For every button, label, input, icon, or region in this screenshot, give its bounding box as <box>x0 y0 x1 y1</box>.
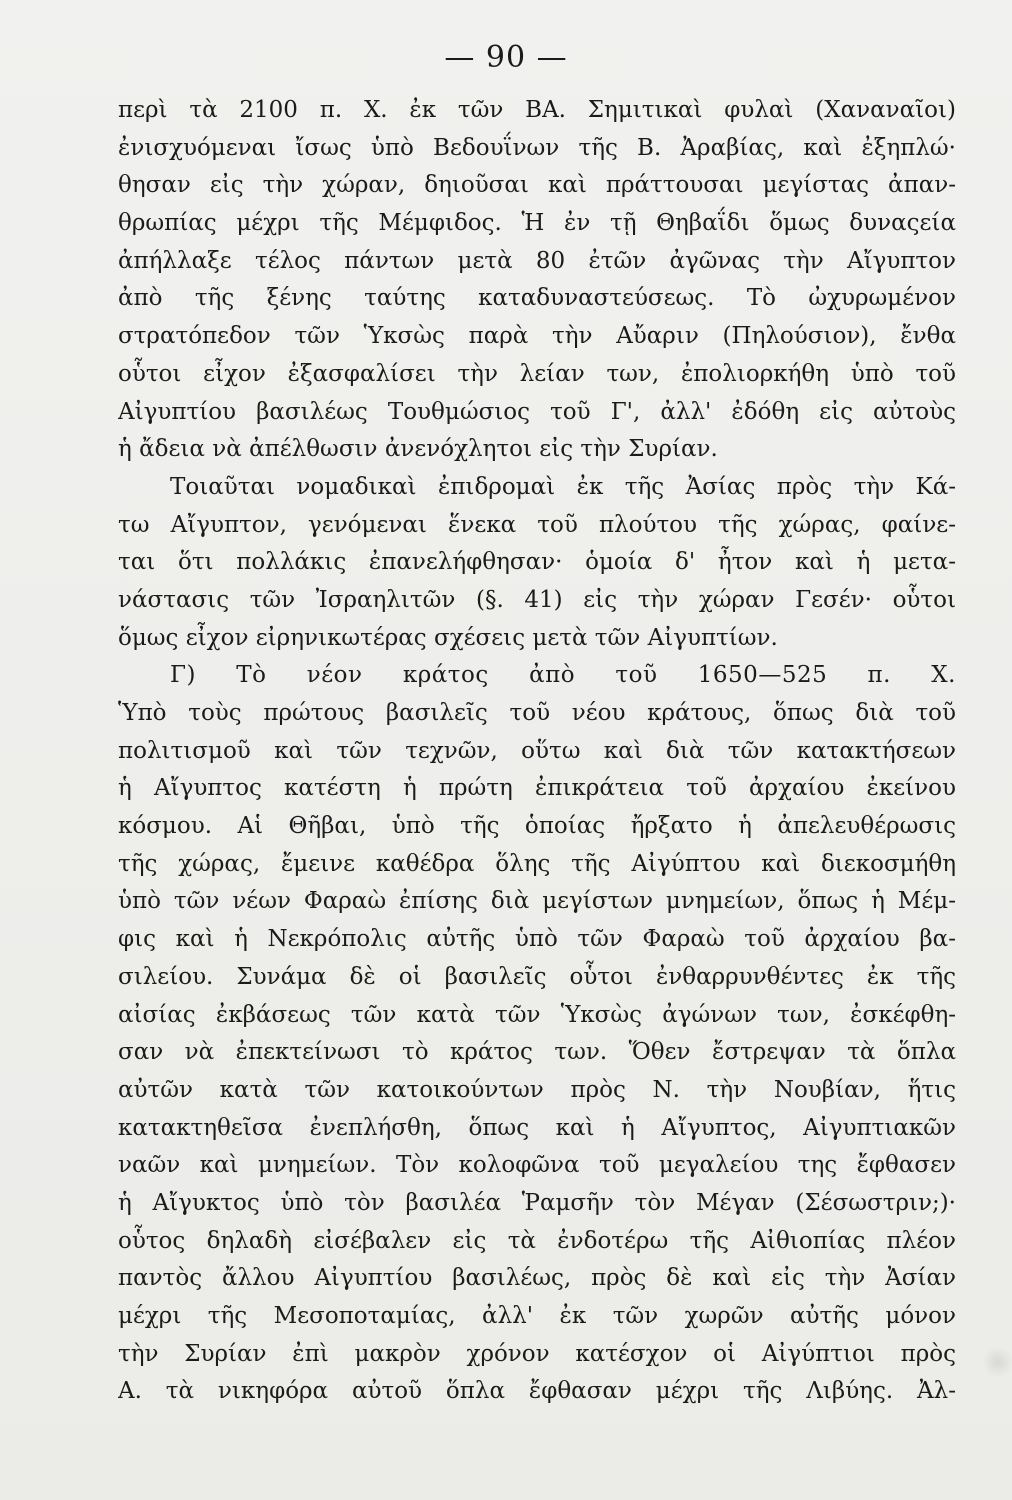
text-line: πολιτισμοῦ καὶ τῶν τεχνῶν, οὕτω καὶ διὰ τῶν κατακτήσεων <box>118 737 956 764</box>
text-line: στρατόπεδον τῶν Ὑκσὼς παρὰ τὴν Αὔαριν (Πηλούσιον), ἔνθα <box>118 323 956 350</box>
text-line: σαν νὰ ἐπεκτείνωσι τὸ κράτος των. Ὅθεν ἔστρεψαν τὰ ὅπλα <box>118 1039 956 1066</box>
text-line: θησαν εἰς τὴν χώραν, δηιοῦσαι καὶ πράττουσαι μεγίστας ἀπαν- <box>118 172 956 199</box>
paper-smudge <box>984 1345 1012 1379</box>
text-line: ἡ Αἴγυκτος ὑπὸ τὸν βασιλέα Ῥαμσῆν τὸν Μέγαν (Σέσωστριν;)· <box>118 1189 956 1216</box>
text-line: Αἰγυπτίου βασιλέως Τουθμώσιος τοῦ Γ', ἀλλ' ἐδόθη εἰς αὐτοὺς <box>118 398 956 425</box>
text-line: ἐνισχυόμεναι ἴσως ὑπὸ Βεδουΐνων τῆς Β. Ἀραβίας, καὶ ἐξηπλώ· <box>118 134 956 161</box>
text-line: ἡ Αἴγυπτος κατέστη ἡ πρώτη ἐπικράτεια τοῦ ἀρχαίου ἐκείνου <box>118 775 956 802</box>
text-line: Τοιαῦται νομαδικαὶ ἐπιδρομαὶ ἐκ τῆς Ἀσίας πρὸς τὴν Κά- <box>170 473 956 500</box>
text-line: ἀπήλλαξε τέλος πάντων μετὰ 80 ἐτῶν ἀγῶνας τὴν Αἴγυπτον <box>118 247 956 274</box>
text-line: τω Αἴγυπτον, γενόμεναι ἕνεκα τοῦ πλούτου τῆς χώρας, φαίνε- <box>118 511 956 538</box>
text-line: ναῶν καὶ μνημείων. Τὸν κολοφῶνα τοῦ μεγαλείου της ἔφθασεν <box>118 1152 956 1179</box>
text-line: παντὸς ἄλλου Αἰγυπτίου βασιλέως, πρὸς δὲ καὶ εἰς τὴν Ἀσίαν <box>118 1265 956 1292</box>
text-line: οὗτος δηλαδὴ εἰσέβαλεν εἰς τὰ ἐνδοτέρω τῆς Αἰθιοπίας πλέον <box>118 1227 956 1254</box>
text-line: νάστασις τῶν Ἰσραηλιτῶν (§. 41) εἰς τὴν χώραν Γεσέν· οὗτοι <box>118 586 956 613</box>
text-line: Α. τὰ νικηφόρα αὐτοῦ ὅπλα ἔφθασαν μέχρι τῆς Λιβύης. Ἀλ- <box>118 1378 956 1405</box>
text-line: σιλείου. Συνάμα δὲ οἱ βασιλεῖς οὗτοι ἐνθαρρυνθέντες ἐκ τῆς <box>118 963 956 990</box>
text-line: φις καὶ ἡ Νεκρόπολις αὐτῆς ὑπὸ τῶν Φαραὼ τοῦ ἀρχαίου βα- <box>118 926 956 953</box>
text-line: κατακτηθεῖσα ἐνεπλήσθη, ὅπως καὶ ἡ Αἴγυπτος, Αἰγυπτιακῶν <box>118 1114 956 1141</box>
text-line: ἀπὸ τῆς ξένης ταύτης καταδυναστεύσεως. Τὸ ὠχυρωμένον <box>118 285 956 312</box>
text-line: οὗτοι εἶχον ἐξασφαλίσει τὴν λείαν των, ἐπολιορκήθη ὑπὸ τοῦ <box>118 360 956 387</box>
section-heading: Γ) Τὸ νέον κράτος ἀπὸ τοῦ 1650—525 π. Χ. <box>170 662 956 689</box>
text-line: μέχρι τῆς Μεσοποταμίας, ἀλλ' ἐκ τῶν χωρῶν αὐτῆς μόνον <box>118 1303 956 1329</box>
text-line: τῆς χώρας, ἔμεινε καθέδρα ὅλης τῆς Αἰγύπτου καὶ διεκοσμήθη <box>118 850 956 877</box>
text-line: ὑπὸ τῶν νέων Φαραὼ ἐπίσης διὰ μεγίστων μνημείων, ὅπως ἡ Μέμ- <box>118 888 956 915</box>
text-line: ἡ ἄδεια νὰ ἀπέλθωσιν ἀνενόχλητοι εἰς τὴν Συρίαν. <box>118 436 718 463</box>
text-line: ται ὅτι πολλάκις ἐπανελήφθησαν· ὁμοία δ' ἦτον καὶ ἡ μετα- <box>118 549 956 576</box>
text-line: τὴν Συρίαν ἐπὶ μακρὸν χρόνον κατέσχον οἱ Αἰγύπτιοι πρὸς <box>118 1340 956 1367</box>
text-line: Ὑπὸ τοὺς πρώτους βασιλεῖς τοῦ νέου κράτους, ὅπως διὰ τοῦ <box>118 700 956 726</box>
body-text <box>118 92 956 1411</box>
text-line: αὐτῶν κατὰ τῶν κατοικούντων πρὸς Ν. τὴν Νουβίαν, ἥτις <box>118 1076 956 1103</box>
page-number: — 90 — <box>444 40 568 75</box>
text-line: αἰσίας ἐκβάσεως τῶν κατὰ τῶν Ὑκσὼς ἀγώνων των, ἐσκέφθη- <box>118 1001 956 1028</box>
text-line: περὶ τὰ 2100 π. Χ. ἐκ τῶν ΒΑ. Σημιτικαὶ φυλαὶ (Χαναναῖοι) <box>118 97 956 123</box>
text-line: ὅμως εἶχον εἰρηνικωτέρας σχέσεις μετὰ τῶν Αἰγυπτίων. <box>118 624 778 651</box>
text-line: κόσμου. Αἱ Θῆβαι, ὑπὸ τῆς ὁποίας ἤρξατο ἡ ἀπελευθέρωσις <box>118 813 956 840</box>
text-line: θρωπίας μέχρι τῆς Μέμφιδος. Ἡ ἐν τῇ Θηβαΐδι ὅμως δυναςεία <box>118 210 956 237</box>
